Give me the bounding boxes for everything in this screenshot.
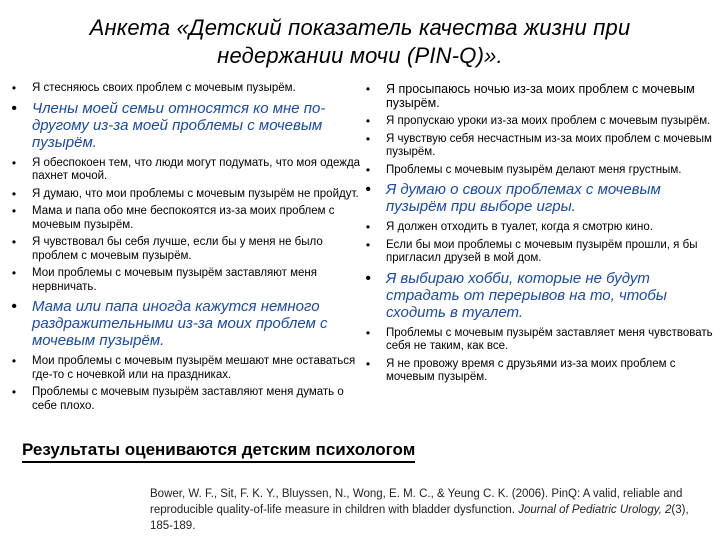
questionnaire-item bbox=[360, 327, 716, 354]
questionnaire-item-text: Мама и папа обо мне беспокоятся из-за моих проблем с мочевым пузырём. bbox=[32, 205, 335, 231]
questionnaire-item-text: Если бы мои проблемы с мочевым пузырём прошли, я бы пригласил друзей в мой дом. bbox=[386, 238, 698, 264]
questionnaire-item bbox=[6, 188, 364, 202]
questionnaire-item bbox=[360, 239, 716, 266]
bullet-icon: • bbox=[365, 325, 371, 340]
bullet-icon: • bbox=[11, 266, 17, 280]
questionnaire-item-text: Проблемы с мочевым пузырём делают меня грустным. bbox=[386, 163, 682, 176]
questionnaire-item-text: Проблемы с мочевым пузырём заставляют меня думать о себе плохо. bbox=[32, 386, 344, 412]
questionnaire-item bbox=[360, 358, 716, 385]
questionnaire-item bbox=[360, 115, 716, 129]
questionnaire-item-text: Я выбираю хобби, которые не будут страдать от перерывов на то, чтобы сходить в туалет. bbox=[386, 269, 667, 321]
questionnaire-item bbox=[6, 100, 364, 151]
questionnaire-item bbox=[360, 82, 716, 110]
questionnaire-item bbox=[6, 157, 364, 184]
questionnaire-item-text: Проблемы с мочевым пузырём заставляет меня чувствовать себя не таким, как все. bbox=[386, 326, 713, 352]
bullet-icon: • bbox=[11, 186, 17, 201]
questionnaire-item-text: Я чувствую себя несчастным из-за моих проблем с мочевым пузырём. bbox=[386, 132, 712, 158]
bullet-icon: • bbox=[365, 82, 371, 96]
citation bbox=[150, 486, 710, 534]
bullet-icon: • bbox=[365, 114, 371, 128]
questionnaire-left-column bbox=[6, 82, 364, 417]
bullet-icon: • bbox=[365, 131, 371, 146]
questionnaire-item-text: Мои проблемы с мочевым пузырём заставляют меня нервничать. bbox=[32, 267, 318, 293]
bullet-icon: • bbox=[365, 181, 371, 198]
citation-issue-pages: (3), 185-189. bbox=[150, 504, 689, 532]
questionnaire-item-text: Я стесняюсь своих проблем с мочевым пузырём. bbox=[32, 82, 296, 94]
bullet-icon: • bbox=[365, 356, 371, 371]
questionnaire-item-text: Я обеспокоен тем, что люди могут подумать, что моя одежда пахнет мочой. bbox=[32, 156, 361, 182]
questionnaire-item-text: Члены моей семьи относятся ко мне по-другому из-за моей проблемы с мочевым пузырём. bbox=[32, 99, 326, 151]
results-note: Результаты оцениваются детским психологом bbox=[22, 440, 415, 463]
bullet-icon: • bbox=[11, 385, 17, 399]
questionnaire-item-text: Я не провожу время с друзьями из-за моих проблем с мочевым пузырём. bbox=[386, 357, 676, 383]
questionnaire-item-text: Мама или папа иногда кажутся немного раздражительными из-за моих проблем с мочевым пузырём. bbox=[32, 298, 328, 349]
bullet-icon: • bbox=[365, 162, 371, 177]
questionnaire-item-text: Я чувствовал бы себя лучше, если бы у меня не было проблем с мочевым пузырём. bbox=[32, 236, 323, 262]
questionnaire-item bbox=[6, 386, 364, 413]
bullet-icon: • bbox=[11, 298, 17, 315]
bullet-icon: • bbox=[11, 235, 17, 249]
questionnaire-item-text: Я думаю о своих проблемах с мочевым пузырём при выборе игры. bbox=[386, 181, 661, 215]
bullet-icon: • bbox=[11, 354, 17, 368]
questionnaire-item-text: Я должен отходить в туалет, когда я смотрю кино. bbox=[386, 221, 653, 233]
questionnaire-item bbox=[6, 355, 364, 382]
questionnaire-item-text: Я пропускаю уроки из-за моих проблем с мочевым пузырём. bbox=[386, 115, 711, 127]
questionnaire-item-text: Мои проблемы с мочевым пузырём мешают мне оставаться где-то с ночевкой или на праздниках. bbox=[32, 355, 356, 381]
questionnaire-item bbox=[360, 270, 716, 321]
page-title: Анкета «Детский показатель качества жизни при недержании мочи (PIN-Q)». bbox=[89, 15, 631, 68]
bullet-icon: • bbox=[11, 81, 17, 95]
citation-main: Bower, W. F., Sit, F. K. Y., Bluyssen, N., Wong, E. M. C., & Yeung C. K. (2006). PinQ: A valid, reliable and reproducible quality-of-life measure in children with bladder dysfunction. bbox=[150, 488, 683, 516]
questionnaire-item bbox=[360, 164, 716, 178]
bullet-icon: • bbox=[11, 99, 17, 117]
bullet-icon: • bbox=[11, 155, 17, 170]
questionnaire-item bbox=[6, 236, 364, 263]
questionnaire-item bbox=[360, 133, 716, 160]
questionnaire-item-text: Я просыпаюсь ночью из-за моих проблем с мочевым пузырём. bbox=[386, 82, 695, 110]
bullet-icon: • bbox=[365, 220, 371, 234]
questionnaire-item bbox=[360, 181, 716, 215]
questionnaire-item-text: Я думаю, что мои проблемы с мочевым пузырём не пройдут. bbox=[32, 187, 359, 200]
bullet-icon: • bbox=[365, 269, 371, 287]
questionnaire-item bbox=[6, 82, 364, 96]
questionnaire-item bbox=[6, 205, 364, 232]
citation-volume: , 2 bbox=[658, 504, 672, 516]
citation-journal: Journal of Pediatric Urology bbox=[518, 504, 659, 516]
bullet-icon: • bbox=[365, 237, 371, 252]
bullet-icon: • bbox=[11, 204, 17, 218]
questionnaire-item bbox=[360, 221, 716, 235]
questionnaire-right-column bbox=[360, 82, 716, 389]
questionnaire-item bbox=[6, 267, 364, 294]
questionnaire-item bbox=[6, 298, 364, 349]
